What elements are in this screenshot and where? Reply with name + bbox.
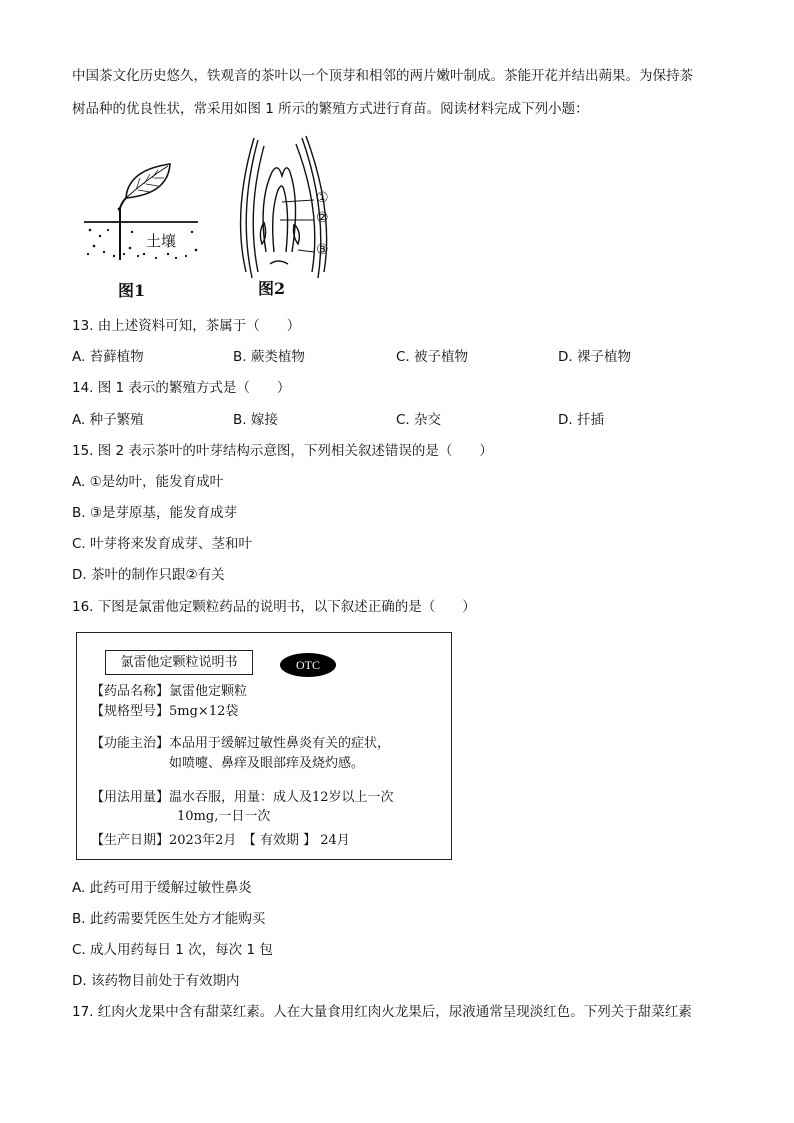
q13-option-c[interactable]: C. 被子植物 [396, 349, 469, 365]
marker-1: ① [316, 190, 329, 206]
leaflet-title: 氯雷他定颗粒说明书 [105, 650, 253, 675]
leaflet-drug-name: 【药品名称】氯雷他定颗粒 [91, 684, 248, 699]
figure-1 [80, 150, 210, 305]
cutting-illustration [80, 150, 210, 265]
leaflet-indication-2: 如喷嚏、鼻痒及眼部痒及烧灼感。 [169, 756, 365, 771]
otc-badge: OTC [280, 653, 336, 677]
question-13: 13. 由上述资料可知，茶属于（ ） [72, 318, 301, 334]
leaf-bud-illustration [228, 132, 358, 282]
q16-option-d[interactable]: D. 该药物目前处于有效期内 [72, 973, 240, 989]
q14-option-a[interactable]: A. 种子繁殖 [72, 412, 144, 428]
marker-2: ② [316, 210, 329, 226]
q14-option-c[interactable]: C. 杂交 [396, 412, 442, 428]
q15-option-b[interactable]: B. ③是芽原基，能发育成芽 [72, 505, 237, 521]
q13-option-b[interactable]: B. 蕨类植物 [233, 349, 305, 365]
q16-option-b[interactable]: B. 此药需要凭医生处方才能购买 [72, 911, 266, 927]
q13-option-a[interactable]: A. 苔藓植物 [72, 349, 144, 365]
q16-option-a[interactable]: A. 此药可用于缓解过敏性鼻炎 [72, 880, 252, 896]
leaflet-usage-2: 10mg,一日一次 [177, 809, 271, 824]
question-16: 16. 下图是氯雷他定颗粒药品的说明书，以下叙述正确的是（ ） [72, 599, 476, 615]
marker-3: ③ [316, 242, 329, 258]
q15-option-a[interactable]: A. ①是幼叶，能发育成叶 [72, 474, 224, 490]
question-17: 17. 红肉火龙果中含有甜菜红素。人在大量食用红肉火龙果后，尿液通常呈现淡红色。下列关于甜菜红素 [72, 1004, 692, 1020]
figure-2-caption: 图2 [258, 279, 286, 298]
question-14: 14. 图 1 表示的繁殖方式是（ ） [72, 380, 291, 396]
question-15: 15. 图 2 表示茶叶的叶芽结构示意图，下列相关叙述错误的是（ ） [72, 443, 493, 459]
q13-option-d[interactable]: D. 裸子植物 [558, 349, 631, 365]
q14-option-d[interactable]: D. 扦插 [558, 412, 604, 428]
leaflet-spec: 【规格型号】5mg×12袋 [91, 704, 239, 719]
intro-line-2: 树品种的优良性状，常采用如图 1 所示的繁殖方式进行育苗。阅读材料完成下列小题： [72, 101, 589, 117]
medicine-leaflet [76, 632, 452, 860]
leaflet-date: 【生产日期】2023年2月 【 有效期 】 24月 [91, 833, 350, 848]
q15-option-c[interactable]: C. 叶芽将来发育成芽、茎和叶 [72, 536, 253, 552]
figure-1-caption: 图1 [118, 281, 146, 300]
soil-label: 土壤 [146, 232, 177, 250]
q15-option-d[interactable]: D. 茶叶的制作只跟②有关 [72, 567, 225, 583]
figure-2 [228, 132, 358, 302]
intro-line-1: 中国茶文化历史悠久，铁观音的茶叶以一个顶芽和相邻的两片嫩叶制成。茶能开花并结出蒴果。为保持茶 [72, 68, 693, 84]
q16-option-c[interactable]: C. 成人用药每日 1 次，每次 1 包 [72, 942, 273, 958]
leaflet-usage-1: 【用法用量】温水吞服，用量：成人及12岁以上一次 [91, 790, 394, 805]
q14-option-b[interactable]: B. 嫁接 [233, 412, 278, 428]
leaflet-indication-1: 【功能主治】本品用于缓解过敏性鼻炎有关的症状， [91, 736, 391, 751]
